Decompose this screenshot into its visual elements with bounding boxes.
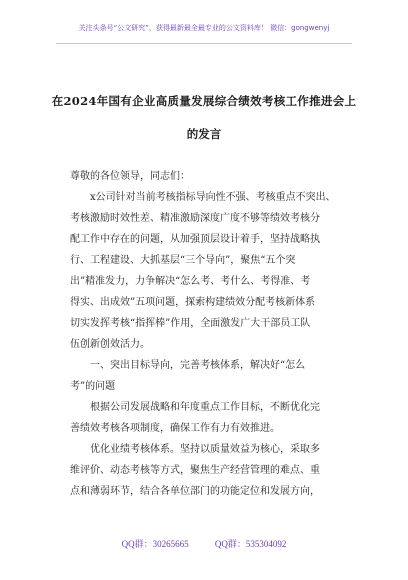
paragraph-line: 伍创新创效活力。 (70, 339, 150, 350)
paragraph-line: 优化业绩考核体系。坚持以质量效益为核心，采取多 (90, 444, 320, 455)
paragraph-line: 出”精准发力，力争解决“怎么考、考什么、考得准、考 (70, 276, 311, 287)
paragraph-line: 点和薄弱环节，结合各单位部门的功能定位和发展方向， (70, 486, 320, 497)
document-title: 在2024年国有企业高质量发展综合绩效考核工作推进会上 (51, 94, 357, 108)
paragraph-line: 维评价、动态考核等方式，聚焦生产经营管理的难点、重 (70, 465, 320, 476)
paragraph-line: 切实发挥考核“指挥棒”作用，全面激发广大干部员工队 (70, 318, 311, 329)
document-title-continued: 的发言 (186, 127, 222, 141)
paragraph-line: 得实、出成效”五项问题，探索构建绩效分配考核新体系 (70, 297, 316, 308)
section-heading-line: 一、突出目标导向，完善考核体系，解决好“怎么 (90, 360, 306, 371)
paragraph-line: x公司针对当前考核指标导向性不强、考核重点不突出、 (90, 192, 336, 203)
paragraph-line: 考核激励时效性差、精准激励深度广度不够等绩效考核分 (70, 213, 320, 224)
section-heading-line: 考”的问题 (70, 381, 116, 392)
salutation-line: 尊敬的各位领导，同志们： (70, 171, 190, 182)
header-banner: 关注头条号“公文研究”，获得最新最全最专业的公文资料库！ 微信：gongwenyj (78, 24, 330, 32)
paragraph-line: 根据公司发展战略和年度重点工作目标，不断优化完 (90, 402, 320, 413)
paragraph-line: 善绩效考核各项制度，确保工作有力有效推进。 (70, 423, 280, 434)
paragraph-line: 配工作中存在的问题，从加强顶层设计着手，坚持战略执 (70, 234, 320, 245)
paragraph-line: 行、工程建设、大抓基层“三个导向”，聚焦“五个突 (70, 255, 296, 266)
footer-qq-group-1: QQ群：30265665 (121, 539, 189, 549)
footer-contact (0, 537, 408, 550)
footer-qq-group-2: QQ群：535304092 (214, 539, 287, 549)
header-divider (56, 43, 352, 44)
